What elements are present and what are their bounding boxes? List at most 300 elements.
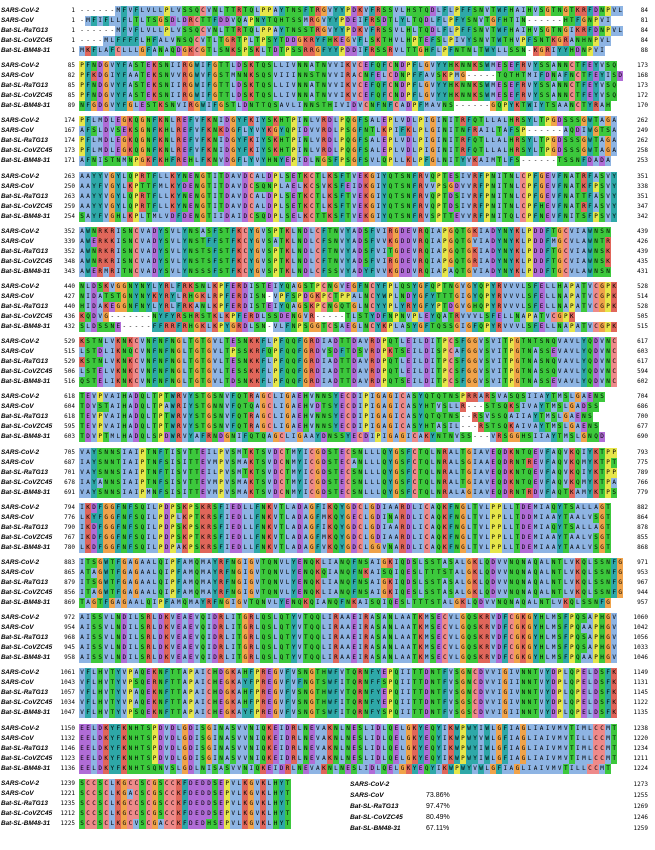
residue: - — [479, 72, 483, 80]
residue: D — [364, 433, 369, 441]
residue: P — [134, 157, 139, 165]
residue: L — [503, 533, 508, 541]
residue: V — [557, 358, 562, 366]
residue: F — [612, 579, 616, 586]
residue: C — [134, 257, 139, 265]
residue: A — [515, 7, 520, 14]
residue: N — [358, 468, 362, 476]
residue: T — [279, 237, 284, 245]
residue: D — [237, 543, 242, 551]
residue: C — [309, 182, 314, 190]
residue: L — [279, 323, 284, 330]
residue: S — [176, 503, 181, 511]
residue: G — [557, 227, 562, 235]
residue: A — [570, 533, 574, 541]
residue: F — [412, 172, 417, 180]
residue: V — [485, 468, 489, 476]
residue: V — [539, 468, 544, 476]
residue: F — [370, 62, 375, 70]
residue: R — [322, 137, 326, 145]
residue: L — [176, 237, 181, 245]
residue-sequence — [79, 523, 611, 533]
residue: K — [237, 267, 242, 275]
start-position: 343 — [64, 267, 75, 275]
residue: D — [219, 433, 223, 441]
residue: Y — [346, 247, 350, 255]
alignment-row — [0, 312, 655, 322]
residue: L — [273, 393, 278, 401]
residue: Y — [316, 433, 320, 441]
residue: N — [104, 478, 109, 486]
residue: V — [104, 393, 109, 401]
residue: S — [503, 82, 508, 90]
alignment-row — [0, 523, 655, 533]
start-position: 85 — [67, 82, 75, 90]
residue: V — [412, 257, 417, 265]
residue: T — [394, 368, 399, 376]
residue: V — [279, 559, 284, 566]
residue: K — [382, 323, 387, 330]
residue: D — [352, 413, 356, 421]
residue: G — [557, 37, 562, 44]
residue: T — [497, 157, 502, 165]
residue: G — [461, 513, 465, 521]
residue: G — [418, 293, 423, 300]
residue: T — [491, 7, 496, 14]
residue: G — [600, 513, 604, 521]
residue: G — [231, 117, 235, 125]
residue: S — [485, 403, 489, 411]
end-position: 84 — [640, 7, 648, 14]
residue: L — [551, 303, 556, 310]
residue: I — [449, 423, 453, 431]
residue: T — [430, 403, 435, 411]
residue: D — [291, 37, 296, 44]
residue: K — [158, 102, 163, 110]
residue: - — [322, 313, 326, 320]
residue: L — [364, 488, 369, 496]
residue: N — [461, 82, 465, 90]
start-position: 1 — [71, 37, 75, 44]
residue: K — [606, 257, 610, 265]
residue: F — [152, 338, 157, 346]
residue: P — [291, 157, 296, 165]
residue: V — [140, 338, 145, 346]
residue: S — [195, 283, 199, 290]
residue: G — [394, 468, 399, 476]
residue: T — [322, 212, 326, 220]
residue: D — [491, 267, 496, 275]
residue: A — [563, 323, 568, 330]
residue: D — [346, 47, 350, 54]
residue: D — [400, 257, 405, 265]
residue: C — [612, 338, 616, 346]
residue: T — [582, 303, 586, 310]
residue: N — [606, 569, 610, 576]
residue: G — [467, 488, 471, 496]
residue: R — [164, 303, 169, 310]
residue: K — [309, 303, 314, 310]
residue: I — [352, 182, 356, 190]
residue: Y — [92, 172, 96, 180]
residue: L — [170, 137, 175, 145]
residue: L — [219, 27, 223, 34]
residue: G — [104, 503, 109, 511]
residue: I — [533, 72, 538, 80]
residue: D — [322, 478, 326, 486]
residue: I — [515, 17, 520, 24]
residue: S — [267, 237, 272, 245]
residue: S — [509, 47, 514, 54]
residue: N — [110, 488, 115, 496]
residue: A — [128, 468, 133, 476]
residue: N — [152, 478, 157, 486]
residue: R — [176, 423, 181, 431]
residue: L — [291, 267, 296, 275]
residue: T — [285, 117, 290, 125]
end-position: 528 — [637, 303, 648, 310]
residue: K — [328, 182, 332, 190]
residue: G — [473, 368, 477, 376]
residue: S — [195, 413, 199, 421]
residue: I — [376, 182, 381, 190]
residue: L — [394, 323, 399, 330]
residue: C — [400, 413, 405, 421]
residue: R — [418, 267, 423, 275]
residue: V — [503, 569, 508, 576]
residue: D — [225, 127, 229, 135]
residue: A — [303, 533, 308, 541]
residue: F — [576, 17, 580, 24]
residue: E — [297, 413, 302, 421]
residue: E — [545, 172, 550, 180]
residue: D — [358, 247, 362, 255]
residue: F — [412, 192, 417, 200]
residue: N — [334, 227, 338, 235]
residue: A — [128, 458, 133, 466]
residue: A — [430, 503, 435, 511]
residue: T — [346, 212, 350, 220]
residue: Y — [600, 72, 604, 80]
residue: S — [594, 559, 598, 566]
residue: D — [237, 533, 242, 541]
residue: L — [176, 267, 181, 275]
residue: I — [273, 303, 278, 310]
residue: F — [176, 212, 181, 220]
residue: L — [588, 503, 592, 511]
residue: P — [570, 283, 574, 290]
residue: V — [364, 348, 369, 356]
residue: V — [328, 7, 332, 14]
residue: N — [334, 257, 338, 265]
residue: - — [340, 313, 344, 320]
residue: G — [110, 503, 115, 511]
residue: Q — [612, 62, 616, 70]
residue: V — [570, 569, 574, 576]
residue: P — [497, 503, 502, 511]
residue: F — [152, 137, 157, 145]
residue: T — [110, 559, 115, 566]
residue: Q — [195, 559, 199, 566]
residue: S — [370, 37, 375, 44]
residue: F — [116, 523, 121, 531]
residue: P — [279, 293, 284, 300]
residue: A — [303, 523, 308, 531]
residue: Q — [80, 378, 84, 386]
residue: G — [297, 433, 302, 441]
residue: F — [98, 513, 102, 521]
residue: N — [152, 448, 157, 456]
residue: P — [527, 257, 532, 265]
residue: V — [600, 338, 604, 346]
residue: G — [303, 358, 308, 366]
residue: T — [364, 313, 369, 320]
residue: P — [521, 127, 526, 135]
residue: S — [551, 413, 556, 421]
residue: N — [140, 293, 145, 300]
residue: A — [485, 257, 489, 265]
residue: R — [370, 348, 375, 356]
residue: - — [98, 27, 102, 34]
residue: S — [303, 27, 308, 34]
residue: Y — [92, 182, 96, 190]
residue: C — [388, 82, 393, 90]
residue: A — [80, 202, 84, 210]
residue: I — [436, 137, 441, 145]
residue: F — [158, 488, 163, 496]
residue: P — [606, 488, 610, 496]
residue: Q — [388, 192, 393, 200]
residue: D — [243, 303, 248, 310]
residue: A — [352, 257, 356, 265]
alignment-row — [0, 478, 655, 488]
residue: R — [219, 569, 223, 576]
residue: L — [170, 7, 175, 14]
residue: N — [110, 478, 115, 486]
residue: P — [273, 338, 278, 346]
residue: I — [98, 157, 102, 165]
residue: A — [128, 488, 133, 496]
residue: E — [346, 283, 350, 290]
residue: E — [201, 488, 205, 496]
residue: V — [334, 72, 338, 80]
residue: L — [243, 127, 248, 135]
residue: G — [116, 283, 121, 290]
residue: L — [261, 172, 266, 180]
residue: F — [467, 27, 471, 34]
residue: T — [340, 338, 344, 346]
residue: N — [297, 237, 302, 245]
residue: N — [261, 293, 266, 300]
residue: T — [195, 533, 199, 541]
residue: I — [376, 569, 381, 576]
residue: L — [322, 579, 326, 586]
residue: F — [418, 102, 423, 110]
residue-sequence — [79, 81, 617, 91]
residue: Y — [491, 47, 496, 54]
residue: P — [436, 283, 441, 290]
residue: S — [255, 182, 260, 190]
residue: N — [594, 247, 598, 255]
residue: G — [388, 403, 393, 411]
residue-sequence — [79, 312, 575, 322]
residue: R — [140, 202, 145, 210]
residue: K — [158, 147, 163, 155]
residue: I — [382, 257, 387, 265]
residue: F — [545, 448, 550, 456]
end-position: 602 — [637, 378, 648, 386]
residue: Q — [503, 413, 508, 421]
residue: F — [322, 227, 326, 235]
residue: E — [424, 313, 429, 320]
residue: G — [176, 378, 181, 386]
residue: F — [152, 192, 157, 200]
residue: G — [376, 393, 381, 401]
residue: P — [273, 192, 278, 200]
residue-sequence — [79, 202, 617, 212]
residue: F — [92, 47, 96, 54]
residue: Q — [237, 423, 242, 431]
residue: T — [340, 378, 344, 386]
residue: N — [588, 423, 592, 431]
residue: D — [539, 257, 544, 265]
residue: A — [128, 92, 133, 100]
residue: I — [170, 82, 175, 90]
residue: Q — [140, 503, 145, 511]
residue: C — [309, 192, 314, 200]
residue: Y — [533, 92, 538, 100]
residue: S — [364, 157, 369, 165]
residue: W — [382, 293, 387, 300]
residue: K — [128, 147, 133, 155]
residue: S — [201, 313, 205, 320]
residue: Y — [98, 192, 102, 200]
residue: N — [261, 513, 266, 521]
residue: T — [207, 313, 211, 320]
residue: G — [201, 182, 205, 190]
residue: L — [249, 323, 254, 330]
residue: D — [527, 513, 532, 521]
residue: I — [219, 137, 223, 145]
residue: G — [110, 192, 115, 200]
residue: S — [527, 293, 532, 300]
residue: S — [430, 559, 435, 566]
residue: I — [116, 267, 121, 275]
residue: V — [176, 72, 181, 80]
residue: R — [400, 513, 405, 521]
residue: W — [104, 559, 109, 566]
residue: L — [412, 513, 417, 521]
residue: M — [551, 423, 556, 431]
residue: K — [158, 127, 163, 135]
residue: K — [515, 267, 520, 275]
residue: L — [267, 358, 272, 366]
residue: Y — [92, 513, 96, 521]
residue: I — [183, 488, 187, 496]
residue: L — [279, 182, 284, 190]
residue: S — [430, 579, 435, 586]
residue: T — [104, 293, 109, 300]
residue: V — [485, 478, 489, 486]
residue: C — [249, 172, 254, 180]
residue: A — [594, 503, 598, 511]
residue: I — [225, 503, 229, 511]
residue: I — [255, 117, 260, 125]
residue: Q — [485, 579, 489, 586]
alignment-block — [0, 282, 655, 332]
residue: K — [249, 378, 254, 386]
alignment-row — [0, 26, 655, 36]
sequence-name: SARS-CoV — [1, 458, 34, 466]
residue: A — [255, 423, 260, 431]
residue: G — [309, 293, 314, 300]
residue: N — [576, 37, 580, 44]
residue: - — [557, 127, 562, 135]
residue: S — [455, 338, 459, 346]
residue: A — [400, 102, 405, 110]
residue: R — [515, 117, 520, 125]
residue: F — [176, 569, 181, 576]
residue: T — [255, 468, 260, 476]
residue: K — [473, 62, 477, 70]
residue: - — [328, 313, 332, 320]
residue: G — [382, 559, 387, 566]
residue: G — [207, 348, 211, 356]
residue: N — [146, 348, 151, 356]
residue: Q — [418, 17, 423, 24]
residue: N — [146, 127, 151, 135]
residue: T — [92, 338, 96, 346]
alignment-row — [0, 202, 655, 212]
residue: Q — [322, 569, 326, 576]
residue: A — [128, 433, 133, 441]
residue: F — [255, 503, 260, 511]
residue: F — [86, 127, 90, 135]
residue: T — [201, 257, 205, 265]
residue: L — [364, 448, 369, 456]
end-position: 347 — [637, 202, 648, 210]
residue: F — [122, 17, 127, 24]
residue: P — [497, 533, 502, 541]
residue: N — [140, 303, 145, 310]
residue: F — [545, 478, 550, 486]
residue: V — [92, 393, 96, 401]
residue: Y — [612, 192, 616, 200]
residue: L — [176, 293, 181, 300]
residue: R — [461, 117, 465, 125]
start-position: 529 — [64, 358, 75, 366]
residue: G — [551, 147, 556, 155]
residue: P — [418, 127, 423, 135]
residue: T — [394, 202, 399, 210]
residue: Y — [588, 488, 592, 496]
residue: A — [358, 378, 362, 386]
residue: N — [527, 348, 532, 356]
residue: A — [594, 172, 598, 180]
residue: R — [418, 257, 423, 265]
residue: L — [430, 488, 435, 496]
residue: L — [249, 37, 254, 44]
residue: N — [594, 267, 598, 275]
residue: D — [594, 368, 598, 376]
residue: P — [364, 423, 369, 431]
residue: G — [467, 478, 471, 486]
residue: F — [533, 212, 538, 220]
residue: A — [424, 72, 429, 80]
sequence-name: SARS-CoV-2 — [1, 393, 40, 401]
residue: L — [576, 237, 580, 245]
residue: F — [225, 293, 229, 300]
